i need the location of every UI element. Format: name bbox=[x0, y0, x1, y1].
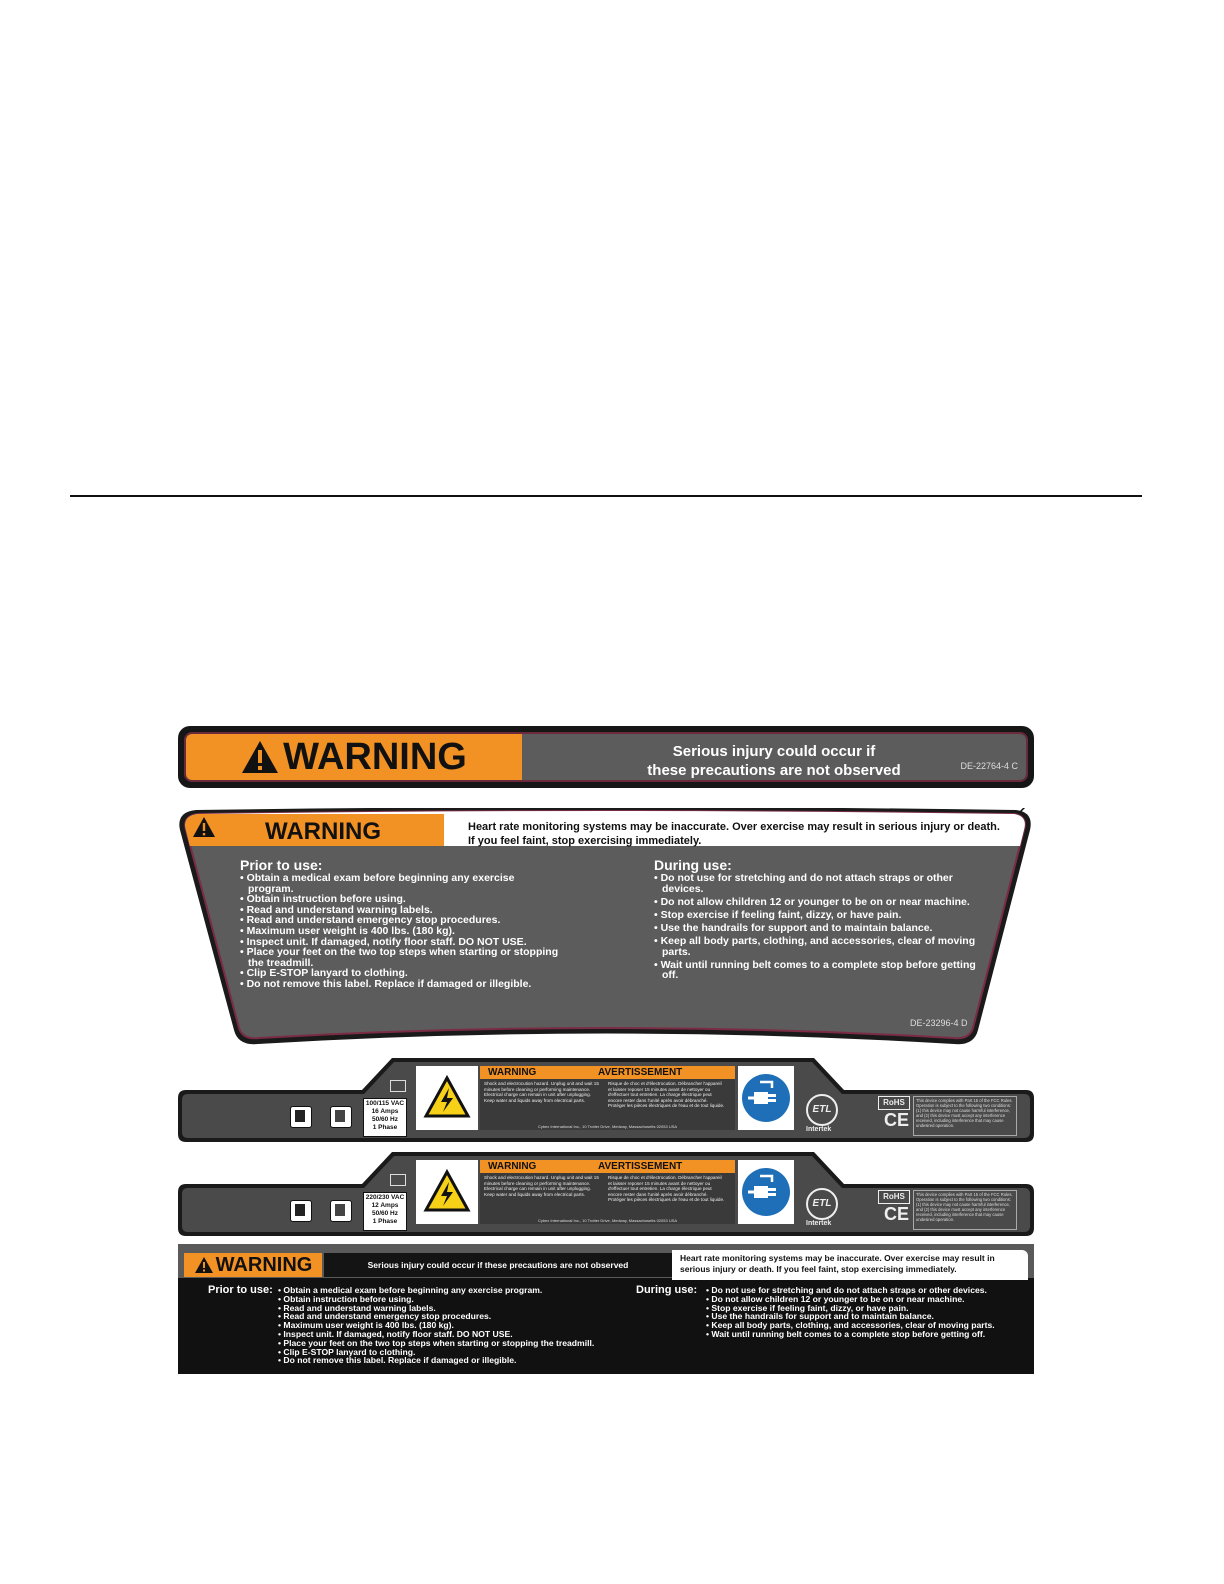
warning-title: WARNING bbox=[488, 1067, 537, 1078]
volt-line: 1 Phase bbox=[372, 1124, 398, 1131]
english-text: Shock and electrocution hazard. Unplug unit and wait 15 minutes before cleaning or performing maintenance. Electrical charge can remain in unit after unplugging. Keep water and liquids away from electrical parts. bbox=[484, 1081, 599, 1103]
warning-title: WARNING bbox=[265, 818, 381, 845]
header-line2: If you feel faint, stop exercising immediately. bbox=[468, 835, 702, 847]
high-voltage-icon bbox=[416, 1160, 478, 1224]
warning-title: WARNING bbox=[488, 1161, 537, 1172]
list-item: • Clip E-STOP lanyard to clothing. bbox=[278, 1348, 638, 1357]
list-item: • Place your feet on the two top steps when starting or stopping the treadmill. bbox=[240, 947, 560, 968]
shock-hazard-panel bbox=[480, 1066, 735, 1130]
volt-line: 12 Amps bbox=[371, 1202, 399, 1209]
volt-line: 100/115 VAC bbox=[365, 1100, 405, 1107]
serious-injury-message: Serious injury could occur if these precautions are not observed bbox=[324, 1253, 672, 1277]
electrical-label-115v bbox=[178, 1054, 1034, 1142]
english-text: Shock and electrocution hazard. Unplug unit and wait 15 minutes before cleaning or performing maintenance. Electrical charge can remain in unit after unplugging. Keep water and liquids away from electrical parts. bbox=[484, 1175, 599, 1197]
list-item: • Do not use for stretching and do not attach straps or other devices. bbox=[706, 1286, 1032, 1295]
warning-banner bbox=[192, 816, 454, 848]
avertissement-title: AVERTISSEMENT bbox=[598, 1161, 683, 1172]
label-code: DE-22764-4 C bbox=[960, 761, 1018, 771]
list-item: • Do not allow children 12 or younger to be on or near machine. bbox=[654, 897, 978, 908]
prior-to-use-title: Prior to use: bbox=[208, 1284, 273, 1296]
warning-label-serious-injury bbox=[178, 726, 1034, 788]
french-text: Risque de choc et d'électrocution. Débrancher l'appareil et laisser reposer 15 minutes avant de nettoyer ou d'effectuer tout entretien. La charge électrique peut encore rester dans l'unité après avoir débranché. Protéger les pièces électriques de l'eau et de tout liquide. bbox=[608, 1175, 725, 1203]
ce-mark: CE bbox=[884, 1204, 910, 1224]
manufacturer-footer: Cybex International Inc., 10 Trotter Drive, Medway, Massachusetts 02053 USA bbox=[537, 1218, 678, 1223]
rohs-mark: RoHS bbox=[878, 1190, 910, 1204]
ce-mark: CE bbox=[884, 1110, 910, 1130]
list-item: • Use the handrails for support and to maintain balance. bbox=[706, 1312, 1032, 1321]
list-item: • Do not use for stretching and do not attach straps or other devices. bbox=[654, 873, 978, 894]
list-item: • Wait until running belt comes to a complete stop before getting off. bbox=[654, 960, 978, 981]
list-item: • Stop exercise if feeling faint, dizzy, or have pain. bbox=[706, 1304, 1032, 1313]
shock-hazard-panel bbox=[480, 1160, 735, 1224]
unplug-icon bbox=[738, 1066, 794, 1130]
list-item: • Obtain instruction before using. bbox=[278, 1295, 638, 1304]
volt-line: 50/60 Hz bbox=[371, 1116, 399, 1123]
electrical-label-230v bbox=[178, 1148, 1034, 1236]
list-item: • Do not allow children 12 or younger to be on or near machine. bbox=[706, 1295, 1032, 1304]
list-item: • Wait until running belt comes to a complete stop before getting off. bbox=[706, 1330, 1032, 1339]
warning-message-panel bbox=[522, 734, 1026, 780]
list-item: • Inspect unit. If damaged, notify floor staff. DO NOT USE. bbox=[278, 1330, 638, 1339]
horizontal-rule bbox=[70, 495, 1142, 497]
list-item: • Do not remove this label. Replace if damaged or illegible. bbox=[278, 1356, 638, 1365]
manufacturer-footer: Cybex International Inc., 10 Trotter Drive, Medway, Massachusetts 02053 USA bbox=[537, 1124, 678, 1129]
warning-banner bbox=[184, 1253, 322, 1277]
tv-icon bbox=[290, 1200, 312, 1222]
volt-line: 16 Amps bbox=[371, 1108, 399, 1115]
during-use-section bbox=[654, 858, 978, 983]
fcc-statement: This device complies with Part 15 of the FCC Rules. Operation is subject to the following two conditions: (1) this device may not cause harmful interference, and (2) this device must accept any interference received, including interference that may cause undesired operation. bbox=[913, 1096, 1017, 1136]
read-manual-icon bbox=[390, 1174, 406, 1186]
warning-title: WARNING bbox=[283, 735, 467, 778]
warning-message-line1: Serious injury could occur if bbox=[672, 743, 876, 760]
prior-to-use-list bbox=[278, 1286, 638, 1365]
avertissement-title: AVERTISSEMENT bbox=[598, 1067, 683, 1078]
tv-icon bbox=[290, 1106, 312, 1128]
during-use-list bbox=[706, 1286, 1032, 1339]
list-item: • Do not remove this label. Replace if damaged or illegible. bbox=[240, 979, 560, 990]
heart-rate-warning-text bbox=[468, 820, 1000, 848]
manual-icon bbox=[330, 1106, 352, 1128]
warning-label-heart-rate bbox=[178, 808, 1034, 1048]
high-voltage-icon bbox=[416, 1066, 478, 1130]
unplug-icon bbox=[738, 1160, 794, 1224]
list-item: • Stop exercise if feeling faint, dizzy, or have pain. bbox=[654, 910, 978, 921]
prior-to-use-title: Prior to use: bbox=[240, 857, 323, 873]
warning-title: WARNING bbox=[215, 1253, 313, 1276]
header-line1: Heart rate monitoring systems may be inaccurate. Over exercise may result in serious injury or death. bbox=[468, 821, 1000, 833]
list-item: • Obtain a medical exam before beginning any exercise program. bbox=[278, 1286, 638, 1295]
warning-banner bbox=[186, 734, 522, 780]
list-item: • Place your feet on the two top steps when starting or stopping the treadmill. bbox=[278, 1339, 638, 1348]
rohs-mark: RoHS bbox=[878, 1096, 910, 1110]
combined-warning-label bbox=[178, 1244, 1034, 1374]
read-manual-icon bbox=[390, 1080, 406, 1092]
list-item: • Inspect unit. If damaged, notify floor staff. DO NOT USE. bbox=[240, 937, 560, 948]
volt-line: 220/230 VAC bbox=[365, 1194, 405, 1201]
list-item: • Maximum user weight is 400 lbs. (180 kg). bbox=[240, 926, 560, 937]
header-line2: serious injury or death. If you feel faint, stop exercising immediately. bbox=[680, 1263, 957, 1274]
during-use-title: During use: bbox=[636, 1284, 698, 1296]
intertek-label: Intertek bbox=[806, 1126, 832, 1133]
header-line1: Heart rate monitoring systems may be inaccurate. Over exercise may result in bbox=[680, 1253, 995, 1263]
intertek-label: Intertek bbox=[806, 1220, 832, 1227]
warning-message-line2: these precautions are not observed bbox=[647, 762, 901, 779]
warning-triangle-icon bbox=[192, 816, 216, 838]
list-item: • Maximum user weight is 400 lbs. (180 kg). bbox=[278, 1321, 638, 1330]
volt-line: 50/60 Hz bbox=[371, 1210, 399, 1217]
list-item: • Read and understand warning labels. bbox=[240, 905, 560, 916]
etl-mark-icon: ETL bbox=[806, 1094, 838, 1126]
during-use-title: During use: bbox=[654, 857, 732, 873]
list-item: • Clip E-STOP lanyard to clothing. bbox=[240, 968, 560, 979]
volt-line: 1 Phase bbox=[372, 1218, 398, 1225]
list-item: • Read and understand warning labels. bbox=[278, 1304, 638, 1313]
warning-triangle-icon bbox=[194, 1256, 214, 1274]
warning-triangle-icon bbox=[241, 740, 279, 774]
french-text: Risque de choc et d'électrocution. Débrancher l'appareil et laisser reposer 15 minutes avant de nettoyer ou d'effectuer tout entretien. La charge électrique peut encore rester dans l'unité après avoir débranché. Protéger les pièces électriques de l'eau et de tout liquide. bbox=[608, 1081, 725, 1109]
list-item: • Use the handrails for support and to maintain balance. bbox=[654, 923, 978, 934]
list-item: • Read and understand emergency stop procedures. bbox=[278, 1312, 638, 1321]
voltage-rating bbox=[363, 1192, 407, 1231]
list-item: • Keep all body parts, clothing, and accessories, clear of moving parts. bbox=[654, 936, 978, 957]
list-item: • Obtain a medical exam before beginning any exercise program. bbox=[240, 873, 560, 894]
list-item: • Read and understand emergency stop procedures. bbox=[240, 915, 560, 926]
fcc-statement: This device complies with Part 15 of the FCC Rules. Operation is subject to the following two conditions: (1) this device may not cause harmful interference, and (2) this device must accept any interference received, including interference that may cause undesired operation. bbox=[913, 1190, 1017, 1230]
voltage-rating bbox=[363, 1098, 407, 1137]
list-item: • Obtain instruction before using. bbox=[240, 894, 560, 905]
label-code: DE-23296-4 D bbox=[910, 1018, 968, 1028]
prior-to-use-section bbox=[240, 858, 560, 990]
manual-icon bbox=[330, 1200, 352, 1222]
etl-mark-icon: ETL bbox=[806, 1188, 838, 1220]
list-item: • Keep all body parts, clothing, and accessories, clear of moving parts. bbox=[706, 1321, 1032, 1330]
heart-rate-warning-text bbox=[672, 1250, 1028, 1280]
